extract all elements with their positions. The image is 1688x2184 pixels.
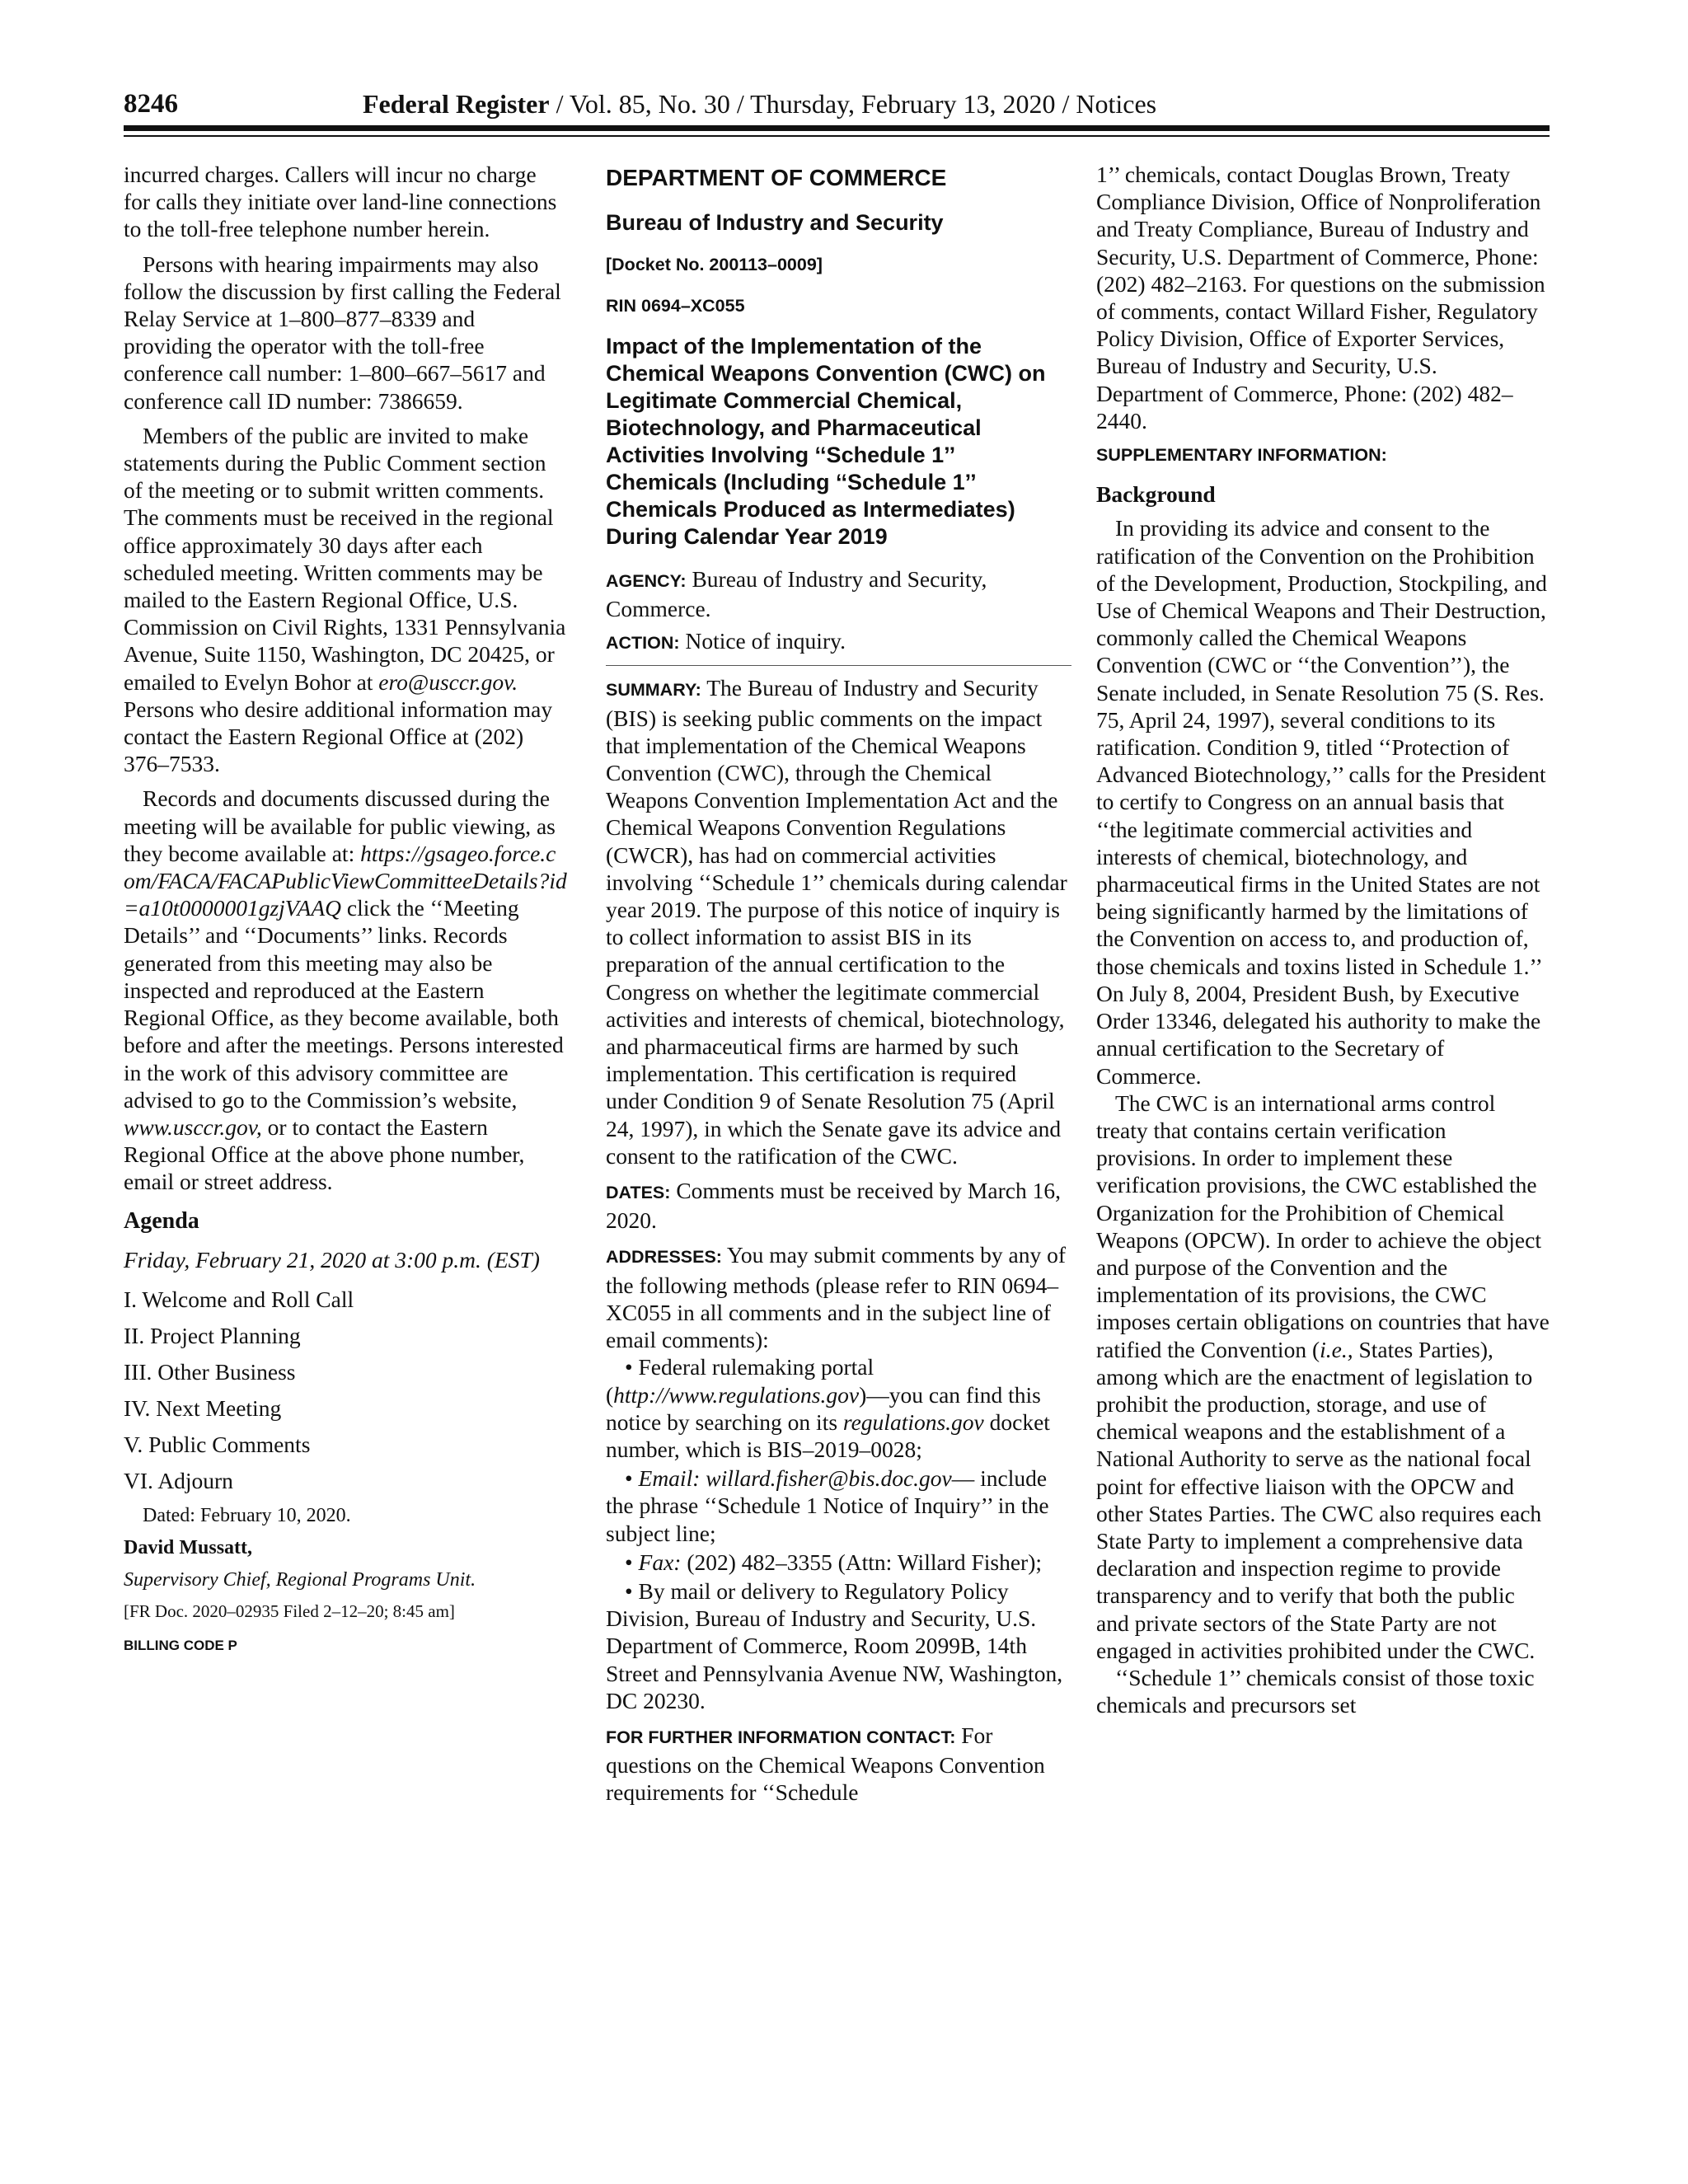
text: You may submit comments by any of the following methods (please refer to RIN 0694–XC055 in all comments and in the subject line of email comments): [606, 1242, 1067, 1353]
agenda-item: II. Project Planning [124, 1322, 301, 1348]
bullet-item [606, 1549, 1071, 1576]
department-heading: DEPARTMENT OF COMMERCE [606, 165, 947, 190]
divider [606, 665, 1071, 666]
action-label: ACTION: [606, 633, 680, 654]
column-1 [124, 161, 567, 1659]
publication-line [363, 89, 1156, 120]
bullet-item [606, 1353, 1071, 1463]
paragraph: 1’’ chemicals, contact Douglas Brown, Treaty Compliance Division, Office of Nonproliferation and Treaty Compliance, Bureau of Industry and Security, U.S. Department of Commerce, Phone: (202) 482–2163. For questions on the submission of comments, contact Willard Fisher, Regulatory Policy Division, Office of Exporter Services, Bureau of Industry and Security, U.S. Department of Commerce, Phone: (202) 482–2440. [1096, 162, 1545, 434]
text: or to contact the Eastern Regional Office at the above phone number, email or street address. [124, 1113, 525, 1195]
email-link[interactable]: ero@usccr.gov. [378, 668, 518, 695]
text: For questions on the Chemical Weapons Convention requirements for ‘‘Schedule [606, 1722, 1045, 1806]
signer-name: David Mussatt, [124, 1537, 253, 1559]
text: Records and documents discussed during the meeting will be available for public viewing, as they become available at: [124, 785, 556, 866]
text: States Parties), among which are the enactment of legislation to prohibit the production, storage, and use of chemical weapons and the establishment of a National Authority to serve as the national focal point for effective liaison with the OPCW and other States Parties. The CWC also requires each State Party to implement a comprehensive data declaration and inspection regime to provide transparency and to verify that both the public and private sectors of the State Party are not engaged in activities prohibited under the CWC. [1096, 1336, 1542, 1663]
text: The Bureau of Industry and Security (BIS) is seeking public comments on the impact that implementation of the Chemical Weapons Convention (CWC), through the Chemical Weapons Convention Implementation Act and the Chemical Weapons Convention Regulations (CWCR), has had on commercial activities involving ‘‘Schedule 1’’ chemicals during calendar year 2019. The purpose of this notice of inquiry is to collect information to assist BIS in its preparation of the annual certification to the Congress on whether the legitimate commercial activities and interests of chemical, biotechnology, and pharmaceutical firms are harmed by such implementation. This certification is required under Condition 9 of Senate Resolution 75 (April 24, 1997), in which the Senate gave its advice and consent to the ratification of the CWC. [606, 675, 1067, 1169]
header-rule-thin [124, 135, 1550, 137]
summary-paragraph [606, 674, 1071, 1169]
text: Comments must be received by March 16, 2020. [606, 1178, 1061, 1234]
dated-line: Dated: February 10, 2020. [143, 1504, 351, 1526]
url-link[interactable]: http://www.regulations.gov [613, 1381, 860, 1408]
column-2 [606, 161, 1071, 1807]
agenda-date: Friday, February 21, 2020 at 3:00 p.m. (EST) [124, 1246, 540, 1272]
website-link[interactable]: www.usccr.gov, [124, 1113, 262, 1140]
publication-name: Federal Register [363, 89, 550, 119]
paragraph [1096, 1090, 1550, 1664]
dates-label: DATES: [606, 1183, 671, 1203]
signer-title: Supervisory Chief, Regional Programs Unit. [124, 1569, 476, 1591]
url-link[interactable]: https://gsageo.force.com/FACA/FACAPublicViewCommitteeDetails?id=a10t0000001gzjVAAQ [124, 840, 567, 921]
agenda-heading: Agenda [124, 1207, 199, 1234]
header-rule-thick [124, 125, 1550, 131]
background-heading: Background [1096, 481, 1216, 508]
fr-doc-line: [FR Doc. 2020–02935 Filed 2–12–20; 8:45 am] [124, 1601, 455, 1621]
action-line [606, 627, 1071, 657]
paragraph [124, 422, 567, 778]
agenda-item: III. Other Business [124, 1358, 296, 1385]
page-header [124, 86, 1550, 127]
paragraph: incurred charges. Callers will incur no charge for calls they initiate over land-line connections to the toll-free telephone number herein. [124, 162, 557, 242]
email-link[interactable]: Email: willard.fisher@bis.doc.gov [638, 1465, 952, 1492]
text: Persons who desire additional information may contact the Eastern Regional Office at (202) 376–7533. [124, 696, 553, 777]
supplementary-label: SUPPLEMENTARY INFORMATION: [1096, 445, 1387, 466]
rin-number: RIN 0694–XC055 [606, 295, 745, 316]
text: Members of the public are invited to make statements during the Public Comment section of the meeting or to submit written comments. The comments must be received in the regional office approximately 30 days after each scheduled meeting. Written comments may be mailed to the Eastern Regional Office, U.S. Commission on Civil Rights, 1331 Pennsylvania Avenue, Suite 1150, Washington, DC 20425, or emailed to Evelyn Bohor at [124, 422, 566, 695]
agenda-item: V. Public Comments [124, 1431, 311, 1457]
text: Notice of inquiry. [679, 628, 846, 654]
text: • Federal rulemaking portal ( [606, 1354, 874, 1408]
billing-code: BILLING CODE P [124, 1637, 237, 1653]
addresses-label: ADDRESSES: [606, 1247, 722, 1268]
bullet-item: • By mail or delivery to Regulatory Policy Division, Bureau of Industry and Security, U.S. Department of Commerce, Room 2099B, 14th Street and Pennsylvania Avenue NW, Washington, DC 20230. [606, 1577, 1063, 1713]
page-number: 8246 [124, 89, 178, 119]
text: The CWC is an international arms control treaty that contains certain verification provisions. In order to implement these verification provisions, the CWC established the Organization for the Prohibition of Chemical Weapons (OPCW). In order to achieve the object and purpose of the Convention and the implementation of its provisions, the CWC imposes certain obligations on countries that have ratified the Convention ( [1096, 1090, 1550, 1362]
addresses-paragraph [606, 1241, 1071, 1353]
site-name: regulations.gov [842, 1408, 984, 1435]
agenda-item: VI. Adjourn [124, 1467, 233, 1493]
column-3 [1096, 161, 1550, 1718]
agency-label: AGENCY: [606, 570, 687, 591]
text: docket number, which is BIS–2019–0028; [606, 1408, 1050, 1462]
paragraph: ‘‘Schedule 1’’ chemicals consist of those toxic chemicals and precursors set [1096, 1664, 1535, 1718]
text: Bureau of Industry and Security, Commerce. [606, 565, 987, 622]
text: click the ‘‘Meeting Details’’ and ‘‘Documents’’ links. Records generated from this meeting may also be inspected and reproduced at the Eastern Regional Office, as they become available, both before and after the meetings. Persons interested in the work of this advisory committee are advised to go to the Commission’s website, [124, 895, 564, 1113]
bullet-icon: • [625, 1549, 639, 1575]
bureau-heading: Bureau of Industry and Security [606, 210, 944, 236]
docket-number: [Docket No. 200113–0009] [606, 255, 823, 275]
paragraph [124, 785, 567, 1195]
bullet-icon: • [625, 1465, 639, 1492]
text: )—you can find this notice by searching on its [606, 1381, 1041, 1435]
fax-label: Fax: [638, 1549, 682, 1575]
agenda-item: I. Welcome and Roll Call [124, 1286, 354, 1312]
contact-label: FOR FURTHER INFORMATION CONTACT: [606, 1727, 956, 1747]
summary-label: SUMMARY: [606, 680, 701, 701]
bullet-item [606, 1465, 1071, 1547]
agency-line [606, 565, 1071, 622]
paragraph: In providing its advice and consent to the ratification of the Convention on the Prohibition of the Development, Production, Stockpiling, and Use of Chemical Weapons and Their Destruction, commonly called the Chemical Weapons Convention (CWC or ‘‘the Convention’’), the Senate included, in Senate Resolution 75 (S. Res. 75, April 24, 1997), several conditions to its ratification. Condition 9, titled ‘‘Protection of Advanced Biotechnology,’’ calls for the President to certify to Congress on an annual basis that ‘‘the legitimate commercial activities and interests of chemical, biotechnology, and pharmaceutical firms in the United States are not being significantly harmed by the limitations of the Convention on access to, and production of, those chemicals and toxins listed in Schedule 1.’’ On July 8, 2004, President Bush, by Executive Order 13346, delegated his authority to make the annual certification to the Secretary of Commerce. [1096, 515, 1547, 1089]
paragraph: Persons with hearing impairments may also follow the discussion by first calling the Federal Relay Service at 1–800–877–8339 and providing the operator with the toll-free conference call number: 1–800–667–5617 and conference call ID number: 7386659. [124, 251, 561, 414]
text: — include the phrase ‘‘Schedule 1 Notice of Inquiry’’ in the subject line; [606, 1465, 1049, 1546]
dates-paragraph [606, 1177, 1071, 1234]
contact-paragraph [606, 1722, 1071, 1807]
notice-title: Impact of the Implementation of the Chemical Weapons Convention (CWC) on Legitimate Commercial Chemical, Biotechnology, and Pharmaceutical Activities Involving ‘‘Schedule 1’’ Chemicals (Including ‘‘Schedule 1’’ Chemicals Produced as Intermediates) During Calendar Year 2019 [606, 333, 1046, 549]
abbreviation: i.e., [1320, 1336, 1353, 1362]
text: (202) 482–3355 (Attn: Willard Fisher); [681, 1549, 1043, 1575]
agenda-item: IV. Next Meeting [124, 1394, 282, 1421]
issue-details: / Vol. 85, No. 30 / Thursday, February 13, 2020 / Notices [549, 89, 1157, 119]
